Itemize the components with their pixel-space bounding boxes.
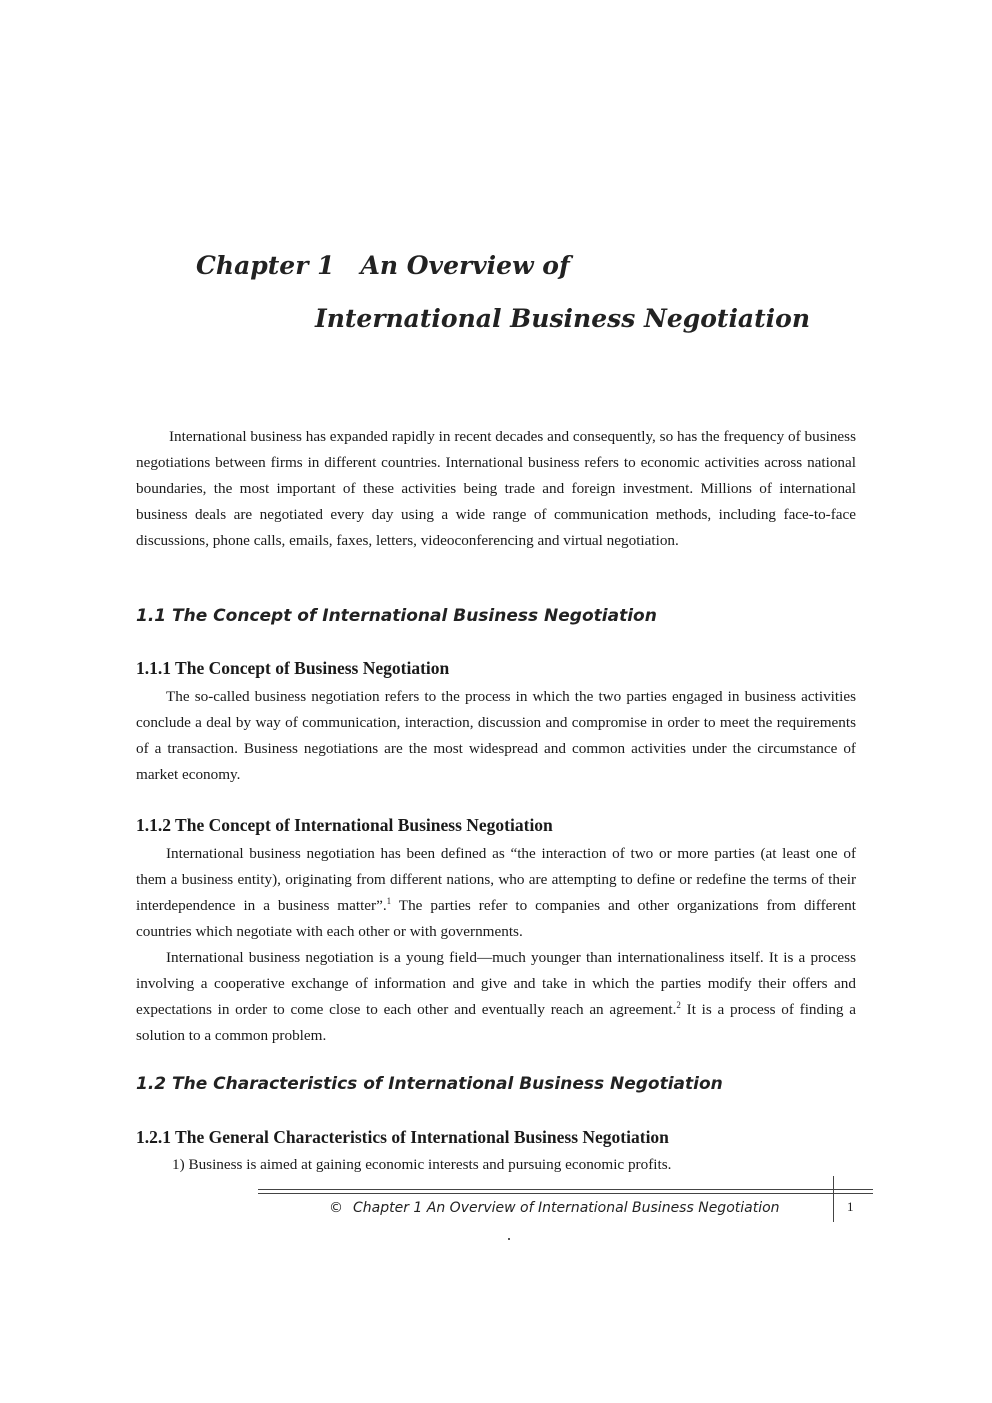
section-heading-1-2: 1.2 The Characteristics of International Business Negotiation xyxy=(136,1074,723,1094)
list-item-1: 1) Business is aimed at gaining economic interests and pursuing economic profits. xyxy=(172,1156,672,1173)
footnote-ref-2: 2 xyxy=(676,999,681,1010)
footnote-ref-1: 1 xyxy=(386,895,392,906)
subsection-heading-1-1-1: 1.1.1 The Concept of Business Negotiation xyxy=(136,658,450,678)
intro-paragraph: International business has expanded rapidly in recent decades and consequently, so has the frequency of business negotiations between firms in different countries. International business refers to economic activities across national boundaries, the most important of these activities being trade and foreign investment. Millions of international business deals are negotiated every day using a wide range of communication methods, including face-to-face discussions, phone calls, emails, faxes, letters, videoconferencing and virtual negotiation. xyxy=(136,428,856,549)
subsection-1-1-2-paragraph-1: International business negotiation has been defined as “the interaction of two or more parties (at least one of them a business entity), originating from different nations, who are attempting to define or redefine the terms of their interdependence in a business matter”.$^1$ The parties refer to companies and other organizations from different countries which negotiate with each other or with governments. xyxy=(136,845,856,940)
chapter-label: Chapter 1 xyxy=(196,251,335,280)
stray-dot-mark xyxy=(508,1238,510,1240)
footer-rule-bottom xyxy=(258,1193,873,1194)
chapter-title-line-2: International Business Negotiation xyxy=(315,304,811,333)
subsection-1-1-1-paragraph: The so-called business negotiation refers to the process in which the two parties engaged in business activities conclude a deal by way of communication, interaction, discussion and compromise in order to meet the requirements of a transaction. Business negotiations are the most widespread and common activities under the circumstance of market economy. xyxy=(136,688,856,783)
subsection-heading-1-1-2: 1.1.2 The Concept of International Business Negotiation xyxy=(136,815,553,835)
section-heading-1-1: 1.1 The Concept of International Business Negotiation xyxy=(136,606,657,626)
subsection-1-1-2-paragraph-2: International business negotiation is a young field—much younger than internationaliness itself. It is a process involving a cooperative exchange of information and give and take in which the parties modify their offers and expectations in order to come close to each other and eventually reach an agreement.$^2$ It is a process of finding a solution to a common problem. xyxy=(136,949,856,1044)
copyright-symbol: © xyxy=(329,1200,343,1216)
page-number: 1 xyxy=(847,1199,854,1214)
subsection-heading-1-2-1: 1.2.1 The General Characteristics of International Business Negotiation xyxy=(136,1127,669,1147)
chapter-title-line-1 xyxy=(196,251,570,280)
running-footer xyxy=(329,1200,780,1216)
running-footer-text: Chapter 1 An Overview of International Business Negotiation xyxy=(353,1200,780,1216)
chapter-title-part-1: An Overview of xyxy=(360,251,570,280)
footer-rule-top xyxy=(258,1189,873,1190)
footer-divider xyxy=(833,1176,834,1222)
